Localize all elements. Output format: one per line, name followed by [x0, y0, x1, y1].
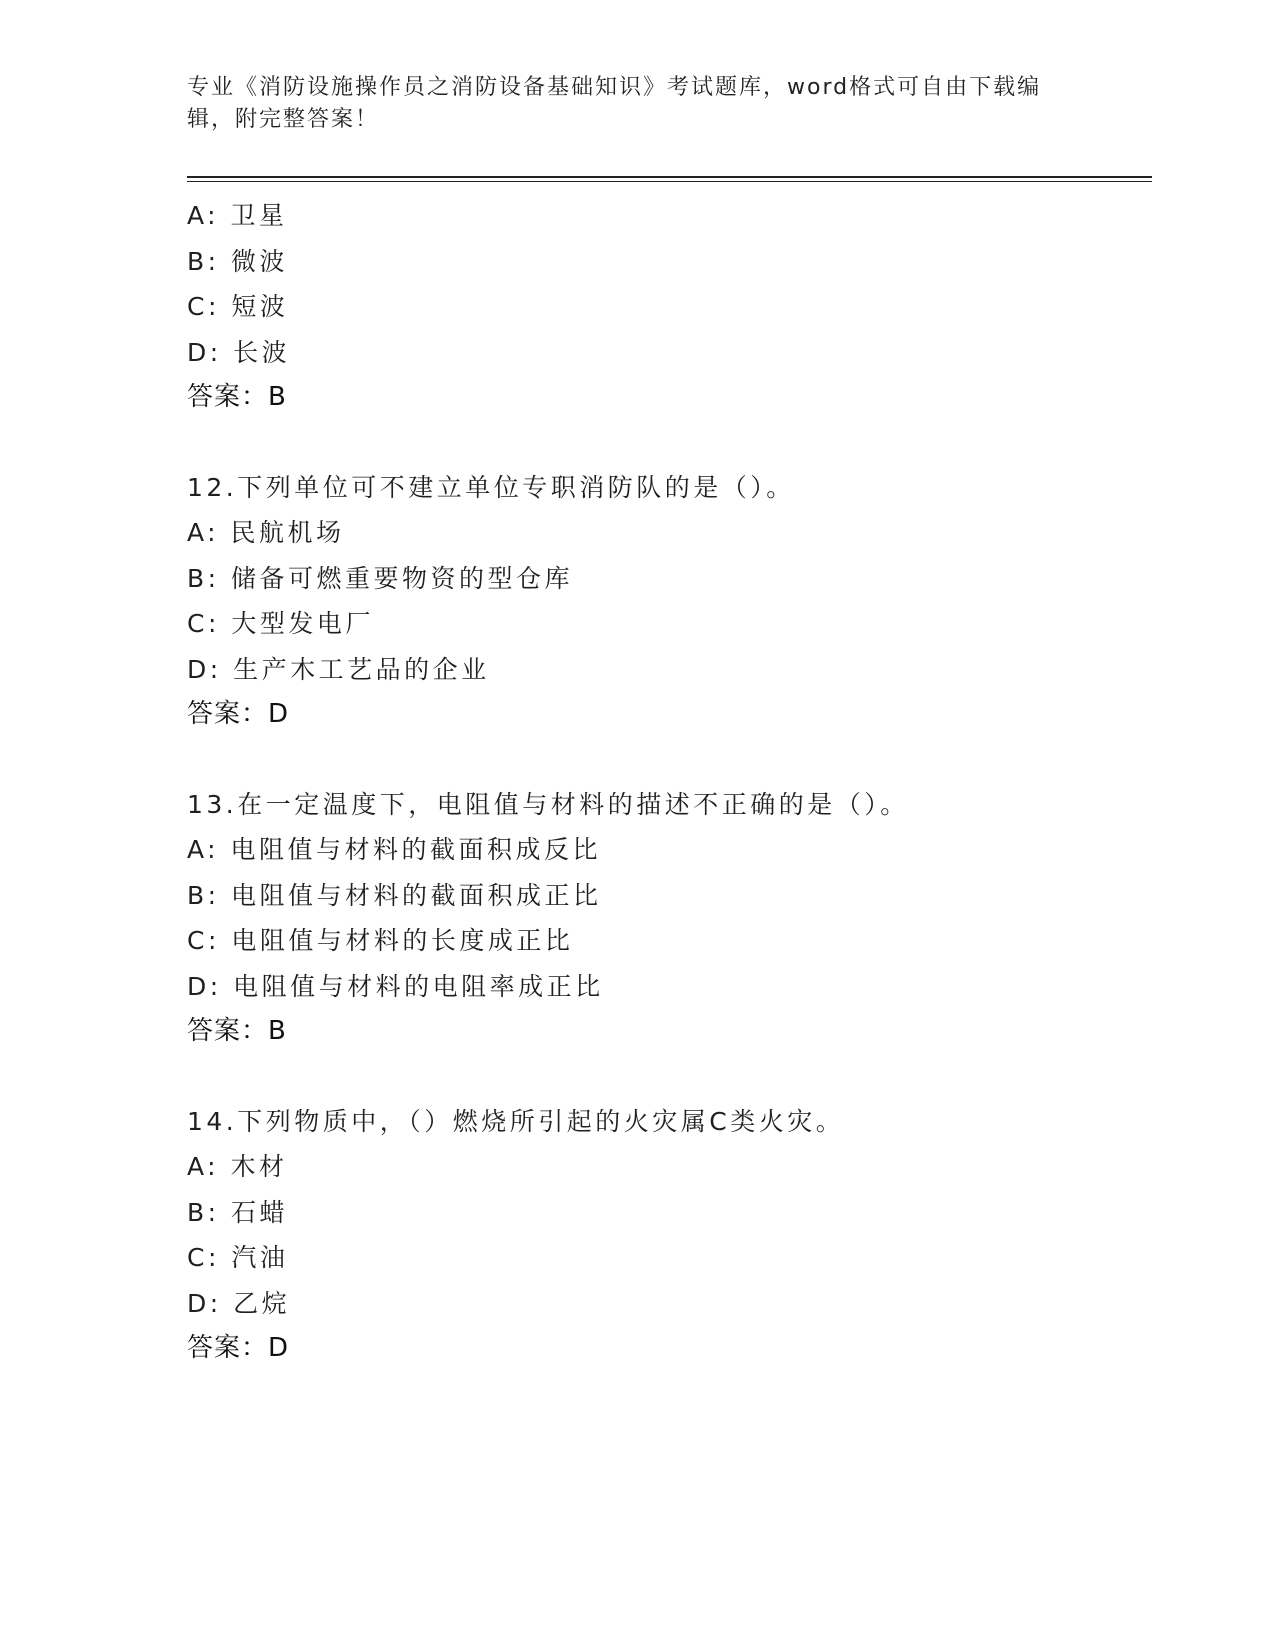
option-a: A: 卫星: [187, 201, 288, 230]
header-divider-thin: [187, 181, 1152, 182]
option-a: A: 民航机场: [187, 518, 345, 547]
option-c: C: 电阻值与材料的长度成正比: [187, 926, 574, 955]
header-divider-thick: [187, 176, 1152, 178]
option-b: B: 储备可燃重要物资的型仓库: [187, 563, 574, 593]
answer-line: 答案：B: [187, 1016, 287, 1046]
answer-line: 答案：D: [187, 1333, 290, 1363]
option-b: B: 微波: [187, 246, 289, 276]
question-stem: 14.下列物质中，（）燃烧所引起的火灾属C类火灾。: [187, 1106, 845, 1136]
option-b: B: 石蜡: [187, 1197, 289, 1227]
answer-line: 答案：B: [187, 382, 287, 412]
option-c: C: 短波: [187, 292, 289, 321]
option-d: D: 生产木工艺品的企业: [187, 654, 490, 684]
question-fragment: [187, 193, 1147, 421]
option-d: D: 电阻值与材料的电阻率成正比: [187, 971, 604, 1001]
option-a: A: 木材: [187, 1152, 288, 1181]
question-12: [187, 465, 1147, 738]
option-d: D: 长波: [187, 337, 291, 367]
question-13: [187, 782, 1147, 1055]
option-a: A: 电阻值与材料的截面积成反比: [187, 835, 602, 864]
document-header: 专业《消防设施操作员之消防设备基础知识》考试题库，word格式可自由下载编辑，附完整答案！: [187, 75, 1042, 132]
option-c: C: 汽油: [187, 1243, 289, 1272]
question-stem: 13.在一定温度下，电阻值与材料的描述不正确的是（）。: [187, 789, 909, 819]
option-c: C: 大型发电厂: [187, 609, 374, 638]
question-14: [187, 1099, 1147, 1372]
question-list: [187, 193, 1147, 1372]
question-stem: 12.下列单位可不建立单位专职消防队的是（）。: [187, 472, 795, 502]
option-d: D: 乙烷: [187, 1288, 291, 1318]
option-b: B: 电阻值与材料的截面积成正比: [187, 880, 602, 910]
answer-line: 答案：D: [187, 699, 290, 729]
